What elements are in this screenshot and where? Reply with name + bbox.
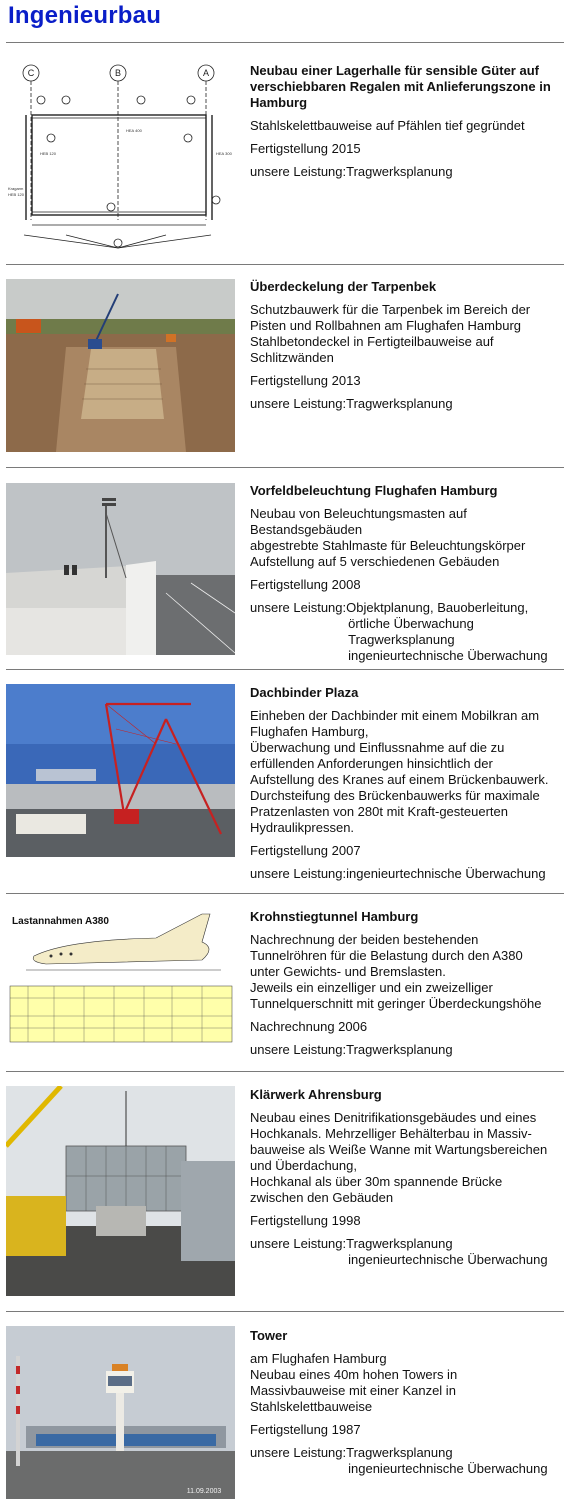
project-services: unsere Leistung: ingenieurtechnische Überwachung: [250, 866, 546, 881]
project-image-tarpenbek: [6, 279, 235, 452]
project-krohnstiegtunnel: [250, 909, 562, 1058]
construction-site-photo: [6, 279, 235, 452]
project-description: Schutzbauwerk für die Tarpenbek im Bereich der Pisten und Rollbahnen am Flughafen Hamburg Stahlbetondeckel in Fertigteilbauweise auf Schlitzwänden: [250, 302, 531, 365]
divider: [6, 669, 564, 670]
project-title: Vorfeldbeleuchtung Flughafen Hamburg: [250, 483, 498, 498]
drawing-label-hea300: HEA 300: [216, 151, 232, 156]
divider: [6, 1311, 564, 1312]
project-klaerwerk: [250, 1087, 562, 1268]
project-vorfeldbeleuchtung: [250, 483, 562, 664]
drawing-label-heb120-left: HEB 120: [40, 151, 57, 156]
divider: [6, 264, 564, 265]
project-completion: Fertigstellung 2008: [250, 577, 361, 592]
project-title: Dachbinder Plaza: [250, 685, 359, 700]
project-completion: Nachrechnung 2006: [250, 1019, 368, 1034]
divider: [6, 42, 564, 43]
photo-date-stamp: 11.09.2003: [186, 1488, 222, 1495]
project-image-klaerwerk: [6, 1086, 235, 1296]
apron-lighting-photo: [6, 483, 235, 655]
divider: [6, 1071, 564, 1072]
project-lagerhalle: [250, 63, 562, 180]
project-image-vorfeldbeleuchtung: [6, 483, 235, 655]
project-description: Einheben der Dachbinder mit einem Mobilkran am Flughafen Hamburg, Überwachung und Einflussnahme auf die zu erfüllenden Anforderungen hinsichtlich der Aufstellung des Kranes auf einem Brückenbauwerk. Durchsteifung des Brückenbauwerks für maximale Pratzenlasten von 280t mit Kraft-gesteuerten Hydraulikpressen.: [250, 708, 549, 835]
drawing-label-hea400: HEA 400: [126, 128, 142, 133]
project-services: unsere Leistung: Tragwerksplanung ingenieurtechnische Überwachung: [250, 1236, 548, 1267]
project-services: unsere Leistung: Tragwerksplanung ingenieurtechnische Überwachung: [250, 1445, 548, 1476]
project-title: Krohnstiegtunnel Hamburg: [250, 909, 419, 924]
project-completion: Fertigstellung 2015: [250, 141, 361, 156]
project-dachbinder: [250, 685, 562, 882]
load-table-drawing: [6, 908, 235, 1048]
project-description: Nachrechnung der beiden bestehenden Tunnelröhren für die Belastung durch den A380 unter Gewichts- und Bremslasten. Jeweils ein einzelliger und ein zweizelliger Tunnelquerschnitt mit geringer Überdeckungshöhe: [250, 932, 542, 1011]
project-tower: [250, 1328, 562, 1477]
project-image-krohnstiegtunnel: [6, 908, 235, 1048]
project-services: unsere Leistung: Objektplanung, Bauoberleitung, örtliche Überwachung Tragwerksplanung ingenieurtechnische Überwachung: [250, 600, 548, 663]
project-image-dachbinder: [6, 684, 235, 857]
axis-label-b: B: [114, 68, 122, 78]
project-title: Neubau einer Lagerhalle für sensible Güter auf verschiebbaren Regalen mit Anlieferungszone in Hamburg: [250, 63, 551, 110]
project-description: Neubau eines Denitrifikationsgebäudes und eines Hochkanals. Mehrzelliger Behälterbau in Massiv- bauweise als Weiße Wanne mit Wartungsbereichen und Überdachung, Hochkanal als über 30m spannende Brücke zwischen den Gebäuden: [250, 1110, 548, 1205]
page-title: Ingenieurbau: [8, 2, 162, 29]
project-completion: Fertigstellung 1998: [250, 1213, 361, 1228]
project-completion: Fertigstellung 2007: [250, 843, 361, 858]
load-table-caption: Lastannahmen A380: [12, 916, 109, 927]
project-services: unsere Leistung: Tragwerksplanung: [250, 1042, 453, 1057]
technical-drawing: [6, 60, 235, 255]
mobile-crane-photo: [6, 684, 235, 857]
axis-label-c: C: [27, 68, 35, 78]
project-image-lagerhalle: [6, 60, 235, 255]
project-title: Überdeckelung der Tarpenbek: [250, 279, 437, 294]
bridge-lift-photo: [6, 1086, 235, 1296]
divider: [6, 467, 564, 468]
control-tower-photo: [6, 1326, 235, 1499]
drawing-label-kragarm: Kragarm: [8, 186, 24, 191]
project-tarpenbek: [250, 279, 562, 412]
project-completion: Fertigstellung 2013: [250, 373, 361, 388]
axis-label-a: A: [202, 68, 210, 78]
project-completion: Fertigstellung 1987: [250, 1422, 361, 1437]
project-image-tower: [6, 1326, 235, 1499]
project-title: Klärwerk Ahrensburg: [250, 1087, 382, 1102]
project-services: unsere Leistung: Tragwerksplanung: [250, 164, 453, 179]
project-description: Neubau von Beleuchtungsmasten auf Bestandsgebäuden abgestrebte Stahlmaste für Beleuchtungskörper Aufstellung auf 5 verschiedenen Gebäuden: [250, 506, 526, 569]
project-description: am Flughafen Hamburg Neubau eines 40m hohen Towers in Massivbauweise mit einer Kanzel in Stahlskelettbauweise: [250, 1351, 458, 1414]
project-services: unsere Leistung: Tragwerksplanung: [250, 396, 453, 411]
divider: [6, 893, 564, 894]
project-description: Stahlskelettbauweise auf Pfählen tief gegründet: [250, 118, 525, 133]
drawing-label-heb120: HEB 120: [8, 192, 25, 197]
project-title: Tower: [250, 1328, 288, 1343]
